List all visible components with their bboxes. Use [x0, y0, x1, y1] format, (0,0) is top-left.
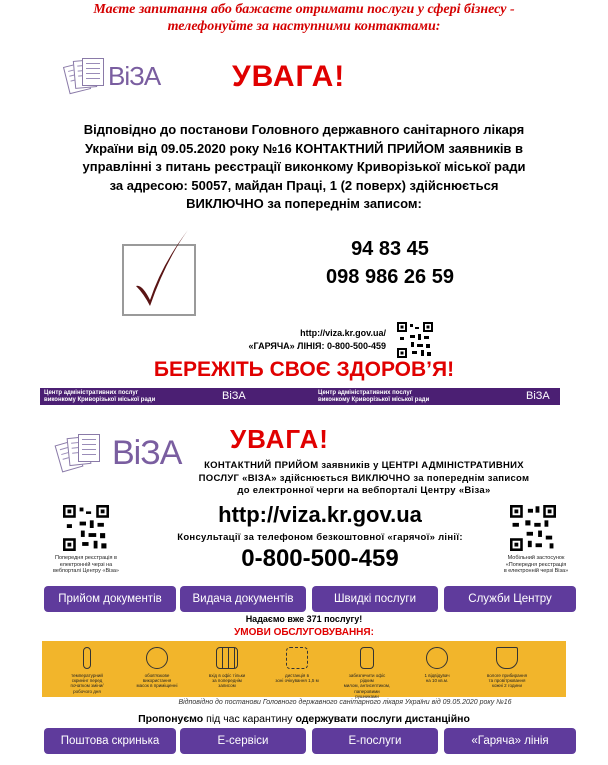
condition-text: милом, антисептиком, — [343, 683, 391, 689]
quick-services-button[interactable]: Швидкі послуги — [312, 586, 438, 612]
condition-text: масок в приміщенні — [136, 683, 178, 689]
band-line: Центр адміністративних послуг — [44, 390, 139, 396]
grid-icon — [216, 647, 238, 669]
attention-title: УВАГА! — [230, 424, 329, 454]
condition-text: паперовими рушниками — [354, 688, 380, 699]
caption-line: Попередня реєстрація в — [55, 555, 117, 561]
condition-item — [62, 641, 112, 697]
documents-icon — [66, 56, 106, 96]
qr-code-icon — [397, 322, 433, 358]
condition-text: обов'язкове — [144, 673, 170, 678]
center-services-button[interactable]: Служби Центру — [444, 586, 576, 612]
propose-part: під час карантину — [206, 713, 293, 725]
band-text-mid — [318, 390, 429, 403]
hotline-number: 0-800-500-459 — [241, 545, 399, 572]
notice-line: до електронної черги на вебпорталі Центру «Віза» — [237, 485, 491, 496]
notice-line: ПОСЛУГ «ВІЗА» здійснюється ВИКЛЮЧНО за попереднім записом — [198, 472, 530, 484]
header-line-1: Маєте запитання або бажаєте отримати послуги у сфері бізнесу - — [93, 2, 515, 17]
condition-item — [412, 641, 462, 697]
hotline-small: «ГАРЯЧА» ЛІНІЯ: 0-800-500-459 — [248, 341, 386, 351]
caption-line: «Попередня реєстрація — [505, 561, 567, 568]
condition-text: початком зміни/ — [70, 683, 104, 689]
website-url[interactable]: http://viza.kr.gov.ua — [218, 502, 422, 527]
notice-line: Відповідно до постанови Головного державного санітарного лікаря — [83, 122, 525, 137]
conditions-title: УМОВИ ОБСЛУГОВУВАННЯ: — [234, 627, 374, 638]
footnote: Відповідно до постанови Головного державного санітарного лікаря України від 09.05.2020 року №16 — [178, 699, 512, 706]
condition-text: скринінг перед — [71, 678, 103, 684]
band-text-left — [44, 390, 155, 403]
notice-line: КОНТАКТНИЙ ПРИЙОМ заявників у ЦЕНТРІ АДМІНІСТРАТИВНИХ — [204, 460, 524, 471]
band-line: Центр адміністративних послуг — [318, 390, 413, 396]
e-posluhy-button[interactable]: Е-послуги — [312, 728, 438, 754]
qr-code-icon — [510, 505, 556, 551]
caption-line: в електронній черзі Віза» — [503, 568, 569, 574]
band-logo-text: ВіЗА — [222, 390, 246, 402]
condition-text: кожні 2 години — [491, 683, 523, 689]
phone-number-2: 098 986 26 59 — [326, 266, 454, 288]
qr-caption-left — [44, 555, 128, 575]
condition-item — [202, 641, 252, 697]
condition-item — [482, 641, 532, 697]
documents-icon — [58, 430, 110, 476]
conditions-panel — [42, 641, 566, 697]
attention-title: УВАГА! — [232, 60, 346, 93]
logo-text: ВіЗА — [108, 60, 161, 91]
phone-number-1: 94 83 45 — [351, 238, 429, 260]
propose-part: Пропонуємо — [138, 713, 204, 725]
distance-icon — [286, 647, 308, 669]
consult-text: Консультації за телефоном безкоштовної «гарячої» лінії: — [177, 532, 463, 543]
caption-line: Мобільний застосунок — [507, 555, 565, 561]
notice-line: управлінні з питань реєстрації виконкому Криворізької міської ради — [82, 159, 526, 174]
e-services-button[interactable]: Е-сервіси — [180, 728, 306, 754]
brand-band — [40, 388, 560, 405]
cleaning-icon — [496, 647, 518, 669]
qr-code-icon — [63, 505, 109, 551]
condition-item — [272, 641, 322, 697]
qr-caption-right — [494, 555, 578, 575]
logo-text: ВіЗА — [112, 433, 182, 472]
website-url[interactable]: http://viza.kr.gov.ua/ — [300, 328, 386, 338]
mailbox-button[interactable]: Поштова скринька — [44, 728, 176, 754]
propose-part: одержувати послуги дистанційно — [295, 713, 470, 725]
notice-line: ВИКЛЮЧНО за попереднім записом: — [186, 196, 422, 211]
condition-text: дистанція в — [284, 673, 310, 678]
band-line: виконкому Криворізької міської ради — [44, 396, 156, 403]
caption-line: електронній черзі на — [59, 561, 113, 568]
notice-line: за адресою: 50057, майдан Праці, 1 (2 поверх) здійснюється — [109, 177, 499, 193]
condition-text: температурний — [71, 673, 103, 678]
sanitizer-icon — [360, 647, 374, 669]
hotline-button[interactable]: «Гаряча» лінія — [444, 728, 576, 754]
contact-info — [200, 327, 386, 353]
condition-text: за попереднім — [212, 678, 242, 684]
mask-icon — [146, 647, 168, 669]
condition-text: записом — [218, 683, 236, 689]
band-logo-text: ВіЗА — [526, 390, 550, 402]
services-count-text: Надаємо вже 371 послугу! — [245, 614, 363, 624]
condition-text: зоні очікування 1,5 м — [275, 678, 319, 684]
checkmark-icon — [122, 244, 196, 316]
thermometer-icon — [83, 647, 91, 669]
condition-text: вологе прибирання — [486, 673, 528, 678]
header-line-2: телефонуйте за наступними контактами: — [167, 19, 441, 34]
propose-text — [60, 713, 548, 725]
condition-text: використання — [142, 678, 172, 684]
condition-text: 1 відвідувач — [424, 673, 450, 678]
notice-paragraph — [160, 460, 568, 498]
health-slogan: БЕРЕЖІТЬ СВОЄ ЗДОРОВ’Я! — [153, 358, 455, 381]
notice-paragraph — [40, 121, 568, 214]
caption-line: вебпорталі Центру «Віза» — [52, 568, 119, 574]
condition-text: на 10 кв.м. — [425, 678, 449, 684]
notice-line: України від 09.05.2020 року №16 КОНТАКТНИЙ ПРИЙОМ заявників в — [84, 140, 524, 156]
condition-text: вхід в офіс тільки — [208, 673, 246, 678]
condition-text: та провітрювання — [488, 678, 526, 684]
condition-text: робочого дня — [73, 688, 101, 694]
condition-item — [342, 641, 392, 697]
band-line: виконкому Криворізької міської ради — [318, 396, 430, 403]
people-icon — [426, 647, 448, 669]
receive-documents-button[interactable]: Прийом документів — [44, 586, 176, 612]
issue-documents-button[interactable]: Видача документів — [180, 586, 306, 612]
viza-logo — [66, 56, 160, 96]
condition-text: забезпечити офіс рідким — [348, 673, 386, 684]
condition-item — [132, 641, 182, 697]
